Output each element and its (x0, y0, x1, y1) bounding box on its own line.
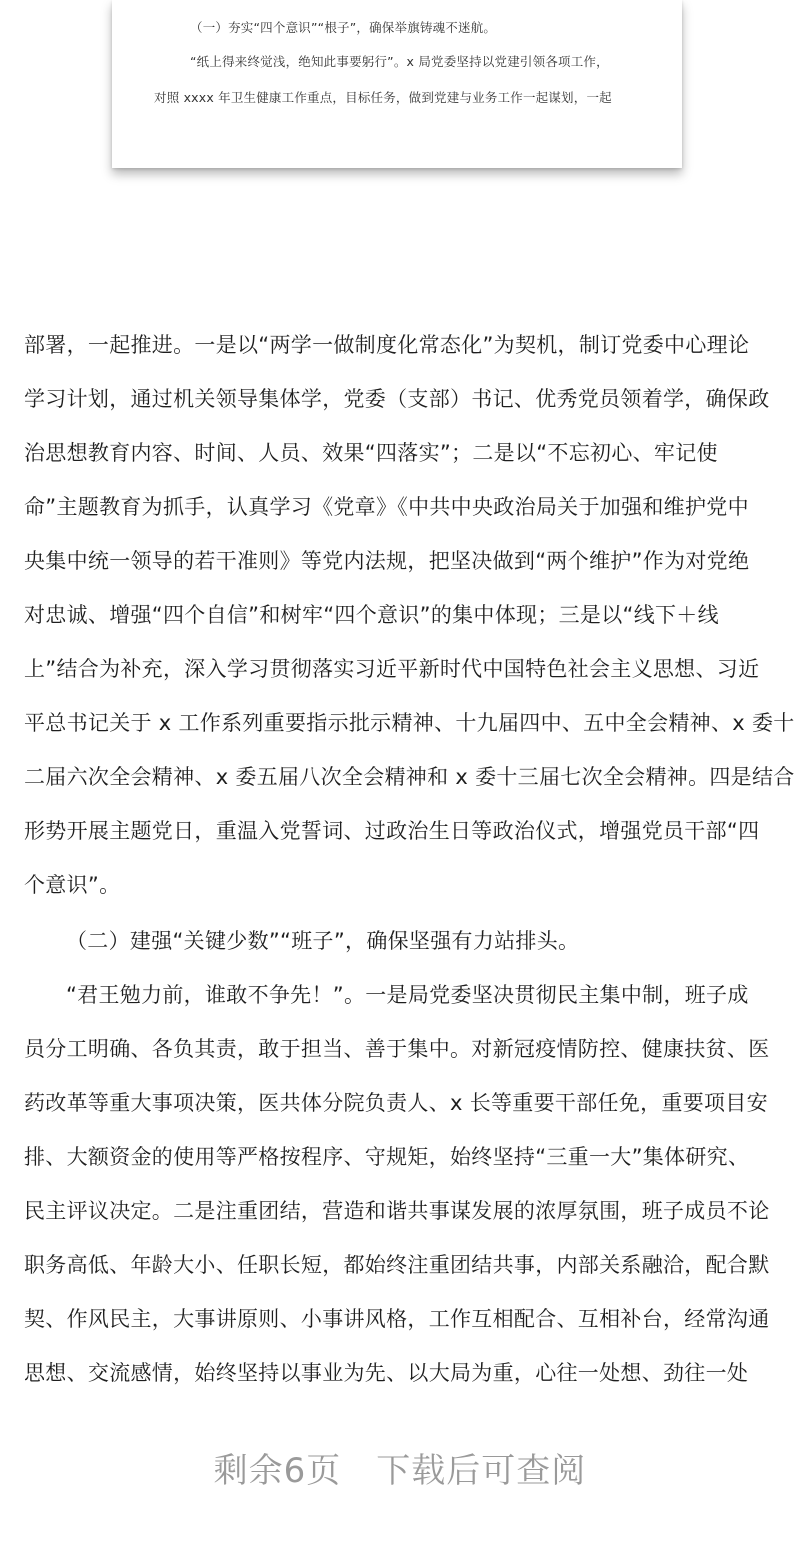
paragraph-line: 对忠诚、增强“四个自信”和树牢“四个意识”的集中体现；三是以“线下＋线 (24, 603, 719, 627)
paragraph-line: “君王勉力前，谁敢不争先！”。一是局党委坚决贯彻民主集中制，班子成 (66, 983, 749, 1007)
paragraph-line: 个意识”。 (24, 873, 121, 897)
preview-line: “纸上得来终觉浅，绝知此事要躬行”。x 局党委坚持以党建引领各项工作， (190, 54, 609, 69)
paragraph-line: 民主评议决定。二是注重团结，营造和谐共事谋发展的浓厚氛围，班子成员不论 (24, 1199, 770, 1223)
paragraph-line: 思想、交流感情，始终坚持以事业为先、以大局为重，心往一处想、劲往一处 (24, 1361, 749, 1385)
preview-line: 对照 xxxx 年卫生健康工作重点，目标任务，做到党建与业务工作一起谋划，一起 (154, 90, 612, 105)
paragraph-line: 上”结合为补充，深入学习贯彻落实习近平新时代中国特色社会主义思想、习近 (24, 657, 760, 681)
paragraph-line: 央集中统一领导的若干准则》等党内法规，把坚决做到“两个维护”作为对党绝 (24, 549, 750, 573)
paragraph-line: 员分工明确、各负其责，敢于担当、善于集中。对新冠疫情防控、健康扶贫、医 (24, 1037, 770, 1061)
preview-heading: （一）夯实“四个意识”“根子”，确保举旗铸魂不迷航。 (190, 20, 497, 35)
paragraph-line: 职务高低、年龄大小、任职长短，都始终注重团结共事，内部关系融洽，配合默 (24, 1253, 770, 1277)
paragraph-line: 学习计划，通过机关领导集体学，党委（支部）书记、优秀党员领着学，确保政 (24, 387, 770, 411)
paragraph-line: 二届六次全会精神、x 委五届八次全会精神和 x 委十三届七次全会精神。四是结合 (24, 765, 795, 789)
paragraph-line: 形势开展主题党日，重温入党誓词、过政治生日等政治仪式，增强党员干部“四 (24, 819, 760, 843)
paragraph-line: 排、大额资金的使用等严格按程序、守规矩，始终坚持“三重一大”集体研究、 (24, 1145, 750, 1169)
remaining-pages-download-note[interactable]: 剩余6页 下载后可查阅 (213, 1451, 587, 1491)
paragraph-line: 药改革等重大事项决策，医共体分院负责人、x 长等重要干部任免，重要项目安 (24, 1091, 768, 1115)
paragraph-line: 部署，一起推进。一是以“两学一做制度化常态化”为契机，制订党委中心理论 (24, 333, 750, 357)
paragraph-line: 平总书记关于 x 工作系列重要指示批示精神、十九届四中、五中全会精神、x 委十 (24, 711, 795, 735)
section-heading: （二）建强“关键少数”“班子”，确保坚强有力站排头。 (66, 929, 580, 953)
paragraph-line: 契、作风民主，大事讲原则、小事讲风格，工作互相配合、互相补台，经常沟通 (24, 1307, 770, 1331)
paragraph-line: 命”主题教育为抓手，认真学习《党章》《中共中央政治局关于加强和维护党中 (24, 495, 749, 519)
paragraph-line: 治思想教育内容、时间、人员、效果“四落实”；二是以“不忘初心、牢记使 (24, 441, 718, 465)
page-preview-card (112, 0, 682, 168)
